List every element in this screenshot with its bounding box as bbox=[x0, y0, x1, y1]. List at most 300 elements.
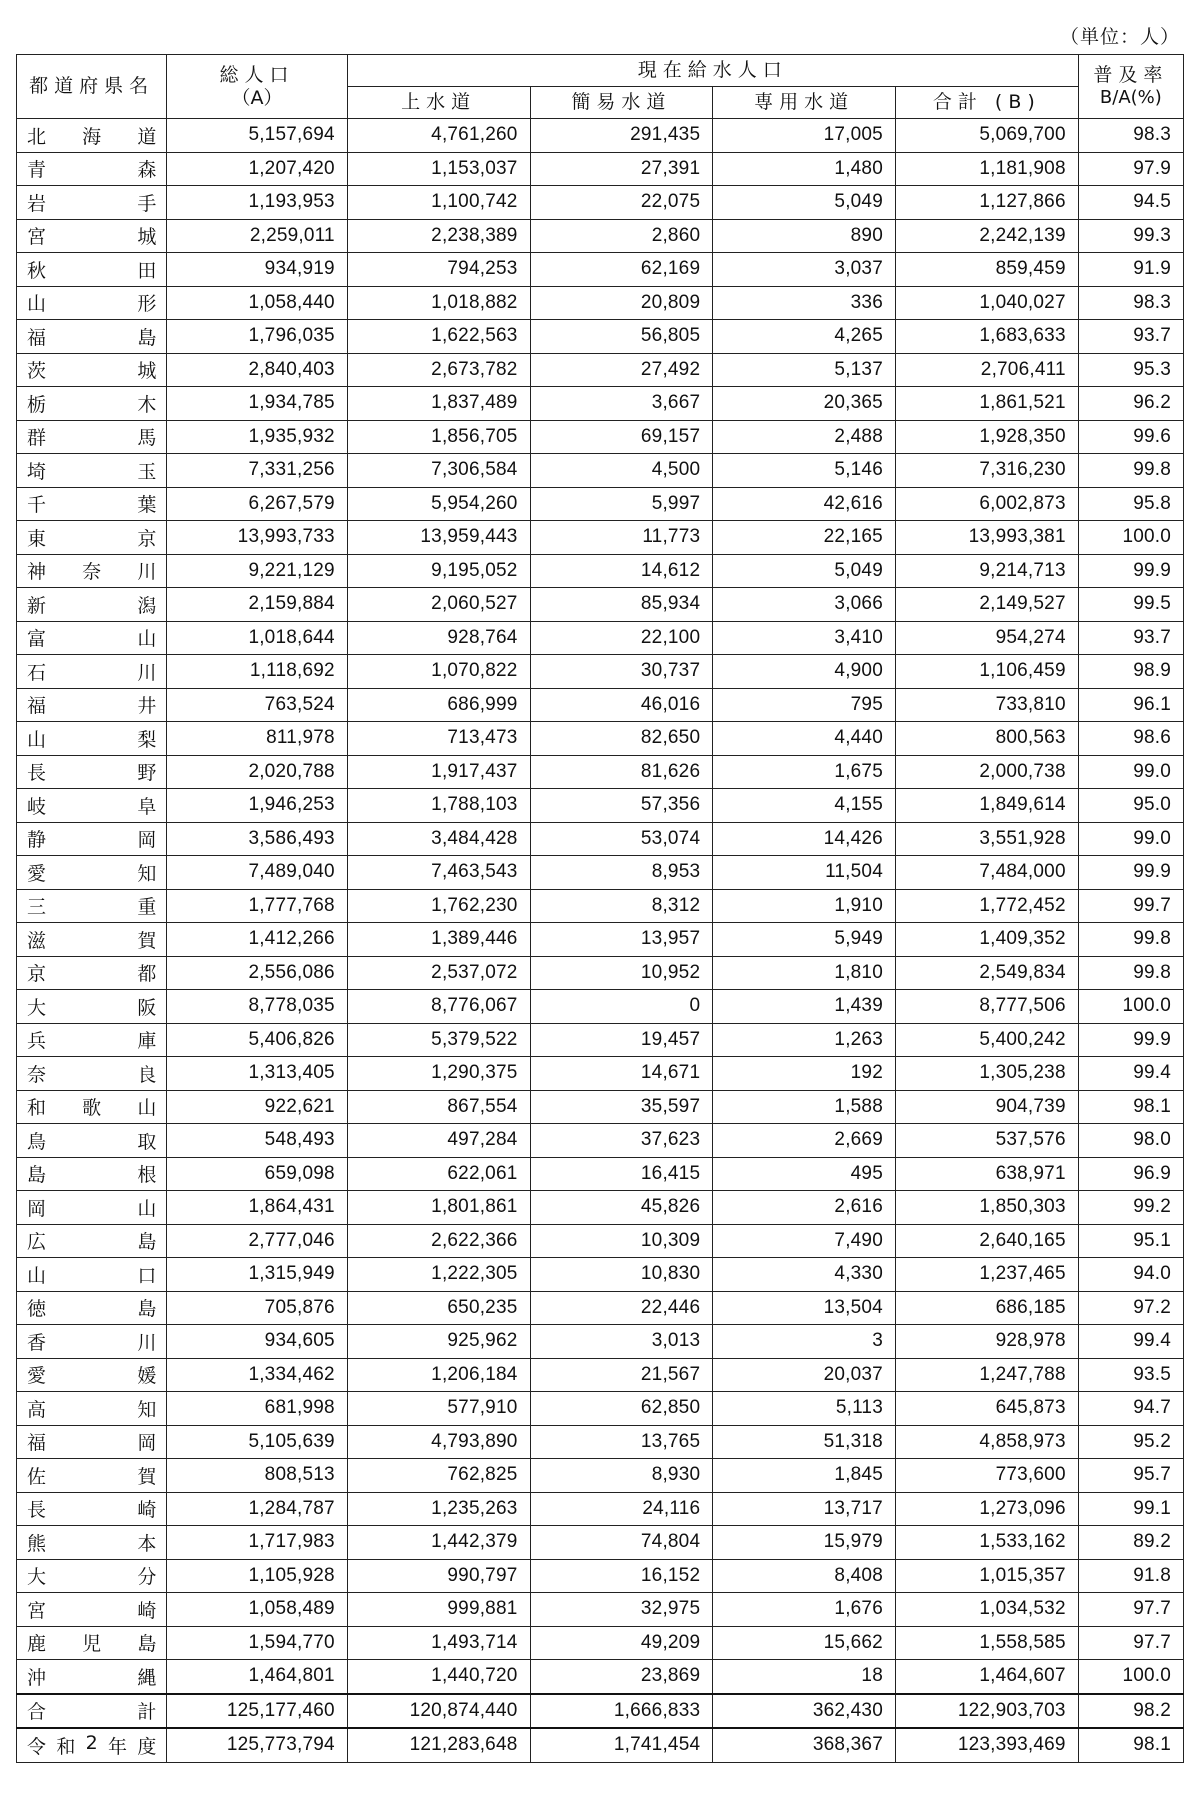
table-row bbox=[17, 1559, 1184, 1593]
water-supply-cell: 4,793,890 bbox=[347, 1425, 530, 1459]
name-char: 秋 bbox=[27, 259, 47, 282]
name-text bbox=[27, 1160, 156, 1187]
name-char: 城 bbox=[137, 360, 157, 383]
subtotal-cell: 7,316,230 bbox=[895, 454, 1078, 488]
table-row bbox=[17, 889, 1184, 923]
subtotal-cell: 904,739 bbox=[895, 1090, 1078, 1124]
private-supply-cell: 3 bbox=[713, 1325, 896, 1359]
name-char: 奈 bbox=[82, 561, 102, 584]
rate-cell: 99.9 bbox=[1078, 856, 1183, 890]
subtotal-cell: 7,484,000 bbox=[895, 856, 1078, 890]
name-char: 滋 bbox=[27, 929, 47, 952]
subtotal-cell: 1,237,465 bbox=[895, 1258, 1078, 1292]
simple-supply-cell: 74,804 bbox=[530, 1526, 713, 1560]
name-char: 川 bbox=[137, 1331, 157, 1354]
water-supply-cell: 867,554 bbox=[347, 1090, 530, 1124]
total-pop-cell: 1,934,785 bbox=[167, 387, 347, 421]
rate-cell: 93.5 bbox=[1078, 1358, 1183, 1392]
header-subtotal: 合計 (B) bbox=[895, 87, 1078, 119]
name-char: 福 bbox=[27, 695, 47, 718]
simple-supply-cell: 13,765 bbox=[530, 1425, 713, 1459]
header-simple-supply: 簡易水道 bbox=[530, 87, 713, 119]
rate-cell: 95.0 bbox=[1078, 789, 1183, 823]
rate-cell: 95.1 bbox=[1078, 1224, 1183, 1258]
water-supply-cell: 121,283,648 bbox=[347, 1728, 530, 1762]
total-pop-cell: 763,524 bbox=[167, 688, 347, 722]
water-supply-cell: 925,962 bbox=[347, 1325, 530, 1359]
name-char: 岐 bbox=[27, 795, 47, 818]
pref-name-cell bbox=[17, 990, 167, 1024]
water-supply-cell: 2,537,072 bbox=[347, 956, 530, 990]
subtotal-cell: 1,928,350 bbox=[895, 420, 1078, 454]
water-supply-cell: 1,856,705 bbox=[347, 420, 530, 454]
subtotal-cell: 1,849,614 bbox=[895, 789, 1078, 823]
name-char: 媛 bbox=[137, 1365, 157, 1388]
water-supply-cell: 1,153,037 bbox=[347, 152, 530, 186]
pref-name-cell bbox=[17, 1258, 167, 1292]
water-supply-cell: 928,764 bbox=[347, 621, 530, 655]
private-supply-cell: 4,900 bbox=[713, 655, 896, 689]
water-supply-cell: 1,018,882 bbox=[347, 286, 530, 320]
subtotal-cell: 1,850,303 bbox=[895, 1191, 1078, 1225]
water-supply-cell: 1,235,263 bbox=[347, 1492, 530, 1526]
simple-supply-cell: 82,650 bbox=[530, 722, 713, 756]
private-supply-cell: 4,440 bbox=[713, 722, 896, 756]
name-char: 賀 bbox=[137, 929, 157, 952]
name-char: 京 bbox=[27, 963, 47, 986]
table-row bbox=[17, 1492, 1184, 1526]
name-text bbox=[27, 1697, 156, 1724]
name-text bbox=[27, 1462, 156, 1489]
table-row bbox=[17, 755, 1184, 789]
water-supply-cell: 1,440,720 bbox=[347, 1660, 530, 1694]
water-supply-cell: 120,874,440 bbox=[347, 1694, 530, 1729]
name-char: 葉 bbox=[137, 494, 157, 517]
name-char: 島 bbox=[137, 1298, 157, 1321]
pref-name-cell bbox=[17, 1425, 167, 1459]
simple-supply-cell: 85,934 bbox=[530, 588, 713, 622]
pref-name-cell bbox=[17, 353, 167, 387]
rate-cell: 100.0 bbox=[1078, 990, 1183, 1024]
table-body bbox=[17, 119, 1184, 1763]
total-pop-cell: 659,098 bbox=[167, 1157, 347, 1191]
table-row bbox=[17, 353, 1184, 387]
name-char: 福 bbox=[27, 1432, 47, 1455]
subtotal-cell: 954,274 bbox=[895, 621, 1078, 655]
simple-supply-cell: 2,860 bbox=[530, 219, 713, 253]
subtotal-cell: 645,873 bbox=[895, 1392, 1078, 1426]
table-row bbox=[17, 856, 1184, 890]
name-text bbox=[27, 122, 156, 149]
water-supply-cell: 1,622,563 bbox=[347, 320, 530, 354]
simple-supply-cell: 37,623 bbox=[530, 1124, 713, 1158]
pref-name-cell bbox=[17, 320, 167, 354]
water-supply-cell: 7,306,584 bbox=[347, 454, 530, 488]
rate-cell: 98.1 bbox=[1078, 1728, 1183, 1762]
rate-cell: 89.2 bbox=[1078, 1526, 1183, 1560]
subtotal-cell: 3,551,928 bbox=[895, 822, 1078, 856]
name-text bbox=[27, 457, 156, 484]
private-supply-cell: 42,616 bbox=[713, 487, 896, 521]
header-total-pop-line2: （A） bbox=[231, 86, 283, 109]
private-supply-cell: 3,410 bbox=[713, 621, 896, 655]
name-text bbox=[27, 1596, 156, 1623]
simple-supply-cell: 1,741,454 bbox=[530, 1728, 713, 1762]
rate-cell: 99.0 bbox=[1078, 822, 1183, 856]
water-supply-cell: 1,222,305 bbox=[347, 1258, 530, 1292]
name-char: 馬 bbox=[137, 427, 157, 450]
private-supply-cell: 495 bbox=[713, 1157, 896, 1191]
pref-name-cell bbox=[17, 755, 167, 789]
simple-supply-cell: 49,209 bbox=[530, 1626, 713, 1660]
name-char: 愛 bbox=[27, 862, 47, 885]
simple-supply-cell: 14,612 bbox=[530, 554, 713, 588]
name-char: 奈 bbox=[27, 1063, 47, 1086]
rate-cell: 98.6 bbox=[1078, 722, 1183, 756]
name-char: 岡 bbox=[27, 1197, 47, 1220]
rate-cell: 98.9 bbox=[1078, 655, 1183, 689]
name-char: 和 bbox=[27, 1097, 47, 1120]
private-supply-cell: 13,717 bbox=[713, 1492, 896, 1526]
total-pop-cell: 1,313,405 bbox=[167, 1057, 347, 1091]
pref-name-cell bbox=[17, 253, 167, 287]
name-text bbox=[27, 825, 156, 852]
name-char: 海 bbox=[82, 125, 102, 148]
rate-cell: 98.0 bbox=[1078, 1124, 1183, 1158]
name-text bbox=[27, 1529, 156, 1556]
water-supply-cell: 1,917,437 bbox=[347, 755, 530, 789]
total-pop-cell: 2,556,086 bbox=[167, 956, 347, 990]
private-supply-cell: 2,669 bbox=[713, 1124, 896, 1158]
unit-note: （単位：人） bbox=[1059, 26, 1180, 48]
name-char: 合 bbox=[27, 1701, 47, 1724]
name-char: 手 bbox=[137, 192, 157, 215]
pref-name-cell bbox=[17, 554, 167, 588]
summary-row bbox=[17, 1728, 1184, 1762]
name-char: 山 bbox=[27, 1264, 47, 1287]
name-char: 重 bbox=[137, 896, 157, 919]
name-char: 千 bbox=[27, 494, 47, 517]
name-char: 宮 bbox=[27, 226, 47, 249]
rate-cell: 96.2 bbox=[1078, 387, 1183, 421]
private-supply-cell: 3,037 bbox=[713, 253, 896, 287]
subtotal-cell: 8,777,506 bbox=[895, 990, 1078, 1024]
table-row bbox=[17, 923, 1184, 957]
pref-name-cell bbox=[17, 420, 167, 454]
table-row bbox=[17, 554, 1184, 588]
name-text bbox=[27, 1227, 156, 1254]
pref-name-cell bbox=[17, 722, 167, 756]
name-text bbox=[27, 1395, 156, 1422]
simple-supply-cell: 23,869 bbox=[530, 1660, 713, 1694]
pref-name-cell bbox=[17, 286, 167, 320]
subtotal-cell: 2,242,139 bbox=[895, 219, 1078, 253]
pref-name-cell bbox=[17, 387, 167, 421]
name-char: 島 bbox=[27, 1164, 47, 1187]
name-char: 東 bbox=[27, 527, 47, 550]
private-supply-cell: 22,165 bbox=[713, 521, 896, 555]
name-char: 福 bbox=[27, 326, 47, 349]
water-supply-cell: 990,797 bbox=[347, 1559, 530, 1593]
name-char: 縄 bbox=[137, 1666, 157, 1689]
private-supply-cell: 4,330 bbox=[713, 1258, 896, 1292]
water-supply-cell: 1,070,822 bbox=[347, 655, 530, 689]
water-supply-cell: 762,825 bbox=[347, 1459, 530, 1493]
name-char: 岩 bbox=[27, 192, 47, 215]
private-supply-cell: 13,504 bbox=[713, 1291, 896, 1325]
name-text bbox=[27, 959, 156, 986]
total-pop-cell: 1,334,462 bbox=[167, 1358, 347, 1392]
name-char: 潟 bbox=[137, 594, 157, 617]
summary-label-cell bbox=[17, 1694, 167, 1729]
subtotal-cell: 1,015,357 bbox=[895, 1559, 1078, 1593]
name-text bbox=[27, 1663, 156, 1690]
simple-supply-cell: 46,016 bbox=[530, 688, 713, 722]
header-water-supply: 上水道 bbox=[347, 87, 530, 119]
name-text bbox=[27, 1562, 156, 1589]
name-char: 徳 bbox=[27, 1298, 47, 1321]
water-supply-table bbox=[16, 54, 1184, 1763]
name-text bbox=[27, 222, 156, 249]
name-text bbox=[27, 189, 156, 216]
name-char: 山 bbox=[27, 293, 47, 316]
name-char: 山 bbox=[137, 1197, 157, 1220]
name-char: 知 bbox=[137, 862, 157, 885]
simple-supply-cell: 0 bbox=[530, 990, 713, 1024]
simple-supply-cell: 3,667 bbox=[530, 387, 713, 421]
rate-cell: 96.9 bbox=[1078, 1157, 1183, 1191]
pref-name-cell bbox=[17, 655, 167, 689]
total-pop-cell: 922,621 bbox=[167, 1090, 347, 1124]
private-supply-cell: 3,066 bbox=[713, 588, 896, 622]
name-char: 長 bbox=[27, 1499, 47, 1522]
subtotal-cell: 1,409,352 bbox=[895, 923, 1078, 957]
name-text bbox=[27, 155, 156, 182]
water-supply-cell: 1,290,375 bbox=[347, 1057, 530, 1091]
pref-name-cell bbox=[17, 119, 167, 153]
table-row bbox=[17, 588, 1184, 622]
total-pop-cell: 7,331,256 bbox=[167, 454, 347, 488]
table-row bbox=[17, 186, 1184, 220]
name-char: 井 bbox=[137, 695, 157, 718]
name-char: 石 bbox=[27, 661, 47, 684]
subtotal-cell: 1,106,459 bbox=[895, 655, 1078, 689]
subtotal-cell: 5,069,700 bbox=[895, 119, 1078, 153]
subtotal-cell: 13,993,381 bbox=[895, 521, 1078, 555]
total-pop-cell: 5,105,639 bbox=[167, 1425, 347, 1459]
summary-label-cell bbox=[17, 1728, 167, 1762]
name-text bbox=[27, 423, 156, 450]
rate-cell: 98.1 bbox=[1078, 1090, 1183, 1124]
name-char: 都 bbox=[137, 963, 157, 986]
subtotal-cell: 1,533,162 bbox=[895, 1526, 1078, 1560]
table-row bbox=[17, 956, 1184, 990]
rate-cell: 94.5 bbox=[1078, 186, 1183, 220]
simple-supply-cell: 22,075 bbox=[530, 186, 713, 220]
header-total-pop-line1: 総人口 bbox=[219, 63, 295, 86]
name-char: 熊 bbox=[27, 1532, 47, 1555]
name-text bbox=[27, 792, 156, 819]
table-row bbox=[17, 822, 1184, 856]
pref-name-cell bbox=[17, 1157, 167, 1191]
subtotal-cell: 1,273,096 bbox=[895, 1492, 1078, 1526]
simple-supply-cell: 8,930 bbox=[530, 1459, 713, 1493]
private-supply-cell: 5,113 bbox=[713, 1392, 896, 1426]
pref-name-cell bbox=[17, 454, 167, 488]
water-supply-cell: 650,235 bbox=[347, 1291, 530, 1325]
name-char: 沖 bbox=[27, 1666, 47, 1689]
table-row bbox=[17, 1023, 1184, 1057]
table-header bbox=[17, 55, 1184, 119]
name-char: 城 bbox=[137, 226, 157, 249]
total-pop-cell: 1,105,928 bbox=[167, 1559, 347, 1593]
table-row bbox=[17, 1124, 1184, 1158]
rate-cell: 97.9 bbox=[1078, 152, 1183, 186]
name-text bbox=[27, 926, 156, 953]
total-pop-cell: 3,586,493 bbox=[167, 822, 347, 856]
table-row bbox=[17, 1157, 1184, 1191]
pref-name-cell bbox=[17, 152, 167, 186]
pref-name-cell bbox=[17, 923, 167, 957]
pref-name-cell bbox=[17, 487, 167, 521]
rate-cell: 99.4 bbox=[1078, 1057, 1183, 1091]
private-supply-cell: 1,439 bbox=[713, 990, 896, 1024]
table-row bbox=[17, 320, 1184, 354]
simple-supply-cell: 13,957 bbox=[530, 923, 713, 957]
name-char: 取 bbox=[137, 1130, 157, 1153]
name-char: 森 bbox=[137, 159, 157, 182]
private-supply-cell: 5,049 bbox=[713, 186, 896, 220]
rate-cell: 100.0 bbox=[1078, 1660, 1183, 1694]
name-char: 和 bbox=[56, 1735, 76, 1758]
name-char: 計 bbox=[137, 1701, 157, 1724]
name-char: 鹿 bbox=[27, 1633, 47, 1656]
total-pop-cell: 1,058,489 bbox=[167, 1593, 347, 1627]
pref-name-cell bbox=[17, 186, 167, 220]
name-char: 兵 bbox=[27, 1030, 47, 1053]
simple-supply-cell: 30,737 bbox=[530, 655, 713, 689]
simple-supply-cell: 8,953 bbox=[530, 856, 713, 890]
water-supply-cell: 794,253 bbox=[347, 253, 530, 287]
name-text bbox=[27, 725, 156, 752]
name-char: 静 bbox=[27, 829, 47, 852]
total-pop-cell: 1,207,420 bbox=[167, 152, 347, 186]
pref-name-cell bbox=[17, 889, 167, 923]
total-pop-cell: 1,717,983 bbox=[167, 1526, 347, 1560]
table-row bbox=[17, 1392, 1184, 1426]
total-pop-cell: 1,284,787 bbox=[167, 1492, 347, 1526]
name-char: 児 bbox=[82, 1633, 102, 1656]
pref-name-cell bbox=[17, 621, 167, 655]
private-supply-cell: 1,588 bbox=[713, 1090, 896, 1124]
header-rate bbox=[1078, 55, 1183, 119]
name-text bbox=[27, 859, 156, 886]
total-pop-cell: 1,935,932 bbox=[167, 420, 347, 454]
simple-supply-cell: 62,169 bbox=[530, 253, 713, 287]
name-text bbox=[27, 289, 156, 316]
private-supply-cell: 20,365 bbox=[713, 387, 896, 421]
name-char: 神 bbox=[27, 561, 47, 584]
name-text bbox=[27, 524, 156, 551]
rate-cell: 99.8 bbox=[1078, 454, 1183, 488]
simple-supply-cell: 35,597 bbox=[530, 1090, 713, 1124]
subtotal-cell: 1,181,908 bbox=[895, 152, 1078, 186]
subtotal-cell: 1,558,585 bbox=[895, 1626, 1078, 1660]
name-char: 阜 bbox=[137, 795, 157, 818]
simple-supply-cell: 10,830 bbox=[530, 1258, 713, 1292]
name-char: 年 bbox=[108, 1735, 128, 1758]
subtotal-cell: 733,810 bbox=[895, 688, 1078, 722]
name-text bbox=[27, 892, 156, 919]
simple-supply-cell: 10,952 bbox=[530, 956, 713, 990]
total-pop-cell: 6,267,579 bbox=[167, 487, 347, 521]
name-char: 島 bbox=[137, 326, 157, 349]
water-supply-cell: 4,761,260 bbox=[347, 119, 530, 153]
name-text bbox=[27, 1328, 156, 1355]
total-pop-cell: 1,118,692 bbox=[167, 655, 347, 689]
name-char: 北 bbox=[27, 125, 47, 148]
private-supply-cell: 2,616 bbox=[713, 1191, 896, 1225]
name-char: 庫 bbox=[137, 1030, 157, 1053]
name-char: 島 bbox=[137, 1231, 157, 1254]
subtotal-cell: 2,706,411 bbox=[895, 353, 1078, 387]
rate-cell: 99.4 bbox=[1078, 1325, 1183, 1359]
table-row bbox=[17, 1258, 1184, 1292]
name-char: 度 bbox=[137, 1735, 157, 1758]
simple-supply-cell: 14,671 bbox=[530, 1057, 713, 1091]
name-char: 三 bbox=[27, 896, 47, 919]
rate-cell: 95.3 bbox=[1078, 353, 1183, 387]
pref-name-cell bbox=[17, 219, 167, 253]
rate-cell: 99.8 bbox=[1078, 956, 1183, 990]
name-char: 群 bbox=[27, 427, 47, 450]
name-text bbox=[27, 1194, 156, 1221]
water-supply-cell: 2,060,527 bbox=[347, 588, 530, 622]
table-row bbox=[17, 1191, 1184, 1225]
private-supply-cell: 795 bbox=[713, 688, 896, 722]
rate-cell: 99.8 bbox=[1078, 923, 1183, 957]
name-char: 山 bbox=[137, 628, 157, 651]
pref-name-cell bbox=[17, 1459, 167, 1493]
water-supply-cell: 999,881 bbox=[347, 1593, 530, 1627]
name-char: 京 bbox=[137, 527, 157, 550]
pref-name-cell bbox=[17, 521, 167, 555]
table-row bbox=[17, 1660, 1184, 1694]
rate-cell: 91.9 bbox=[1078, 253, 1183, 287]
private-supply-cell: 192 bbox=[713, 1057, 896, 1091]
pref-name-cell bbox=[17, 1057, 167, 1091]
total-pop-cell: 1,464,801 bbox=[167, 1660, 347, 1694]
name-text bbox=[27, 1428, 156, 1455]
name-char: 阪 bbox=[137, 996, 157, 1019]
name-char: 富 bbox=[27, 628, 47, 651]
private-supply-cell: 17,005 bbox=[713, 119, 896, 153]
water-supply-cell: 8,776,067 bbox=[347, 990, 530, 1024]
subtotal-cell: 5,400,242 bbox=[895, 1023, 1078, 1057]
header-pref: 都道府県名 bbox=[17, 55, 167, 119]
table-row bbox=[17, 1626, 1184, 1660]
table-row bbox=[17, 487, 1184, 521]
total-pop-cell: 2,840,403 bbox=[167, 353, 347, 387]
subtotal-cell: 1,305,238 bbox=[895, 1057, 1078, 1091]
name-char: 知 bbox=[137, 1398, 157, 1421]
total-pop-cell: 1,412,266 bbox=[167, 923, 347, 957]
table-row bbox=[17, 1425, 1184, 1459]
subtotal-cell: 859,459 bbox=[895, 253, 1078, 287]
subtotal-cell: 2,000,738 bbox=[895, 755, 1078, 789]
private-supply-cell: 1,263 bbox=[713, 1023, 896, 1057]
simple-supply-cell: 56,805 bbox=[530, 320, 713, 354]
